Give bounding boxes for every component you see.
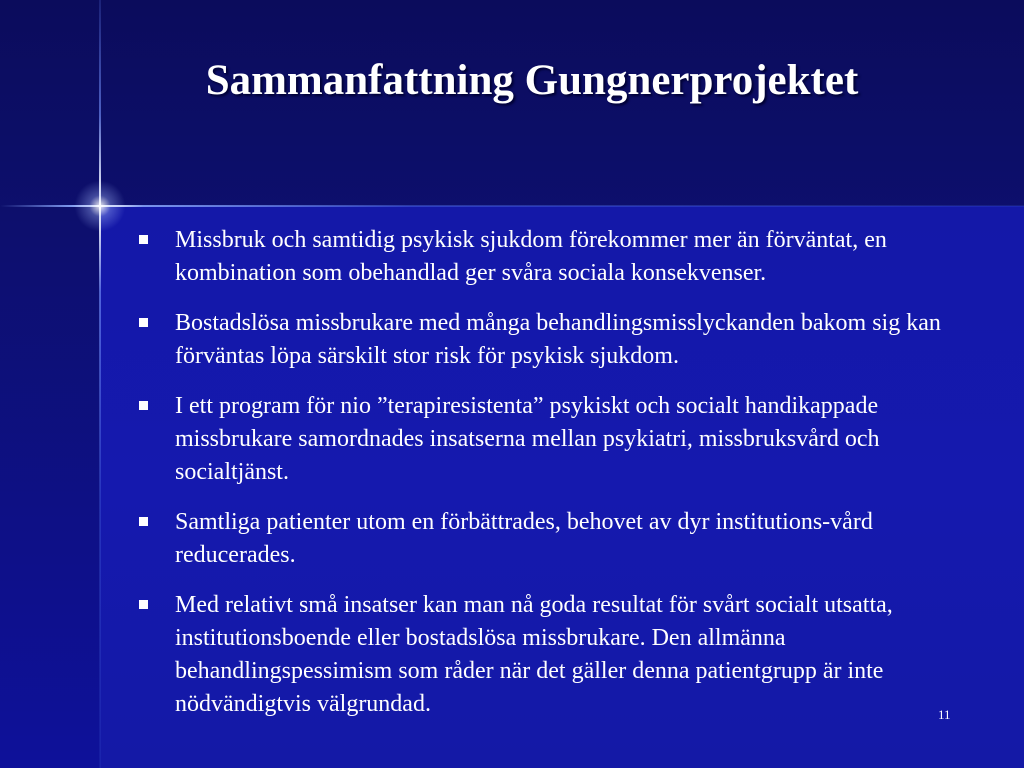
- bullet-text: I ett program för nio ”terapiresistenta” psykiskt och socialt handikappade missbrukare samordnades insatserna mellan psykiatri, missbruksvård och socialtjänst.: [175, 393, 880, 485]
- bullet-item: [138, 307, 998, 373]
- horizontal-light-line: [0, 205, 1024, 207]
- bullet-item: [138, 390, 998, 489]
- bullet-text: Missbruk och samtidig psykisk sjukdom förekommer mer än förväntat, en kombination som obehandlad ger svåra sociala konsekvenser.: [175, 227, 887, 286]
- square-bullet-icon: [139, 600, 148, 609]
- square-bullet-icon: [139, 401, 148, 410]
- square-bullet-icon: [139, 318, 148, 327]
- slide-title: Sammanfattning Gungnerprojektet: [205, 57, 859, 104]
- star-flare-icon: [70, 176, 130, 236]
- square-bullet-icon: [139, 517, 148, 526]
- bullet-item: [138, 506, 998, 572]
- bullet-text: Med relativt små insatser kan man nå goda resultat för svårt socialt utsatta, institutionsboende eller bostadslösa missbrukare. Den allmänna behandlingspessimism som råder när det gäller denna patientgrupp är inte nödvändigtvis välgrundad.: [175, 592, 893, 717]
- bullet-text: Samtliga patienter utom en förbättrades, behovet av dyr institutions-vård reducerades.: [175, 509, 873, 568]
- page-number: 11: [938, 707, 951, 722]
- bullet-text: Bostadslösa missbrukare med många behandlingsmisslyckanden bakom sig kan förväntas löpa särskilt stor risk för psykisk sjukdom.: [175, 310, 941, 369]
- bullet-item: [138, 224, 998, 290]
- vertical-light-line: [99, 0, 101, 768]
- bullet-list: [138, 224, 998, 738]
- square-bullet-icon: [139, 235, 148, 244]
- bullet-item: [138, 589, 998, 721]
